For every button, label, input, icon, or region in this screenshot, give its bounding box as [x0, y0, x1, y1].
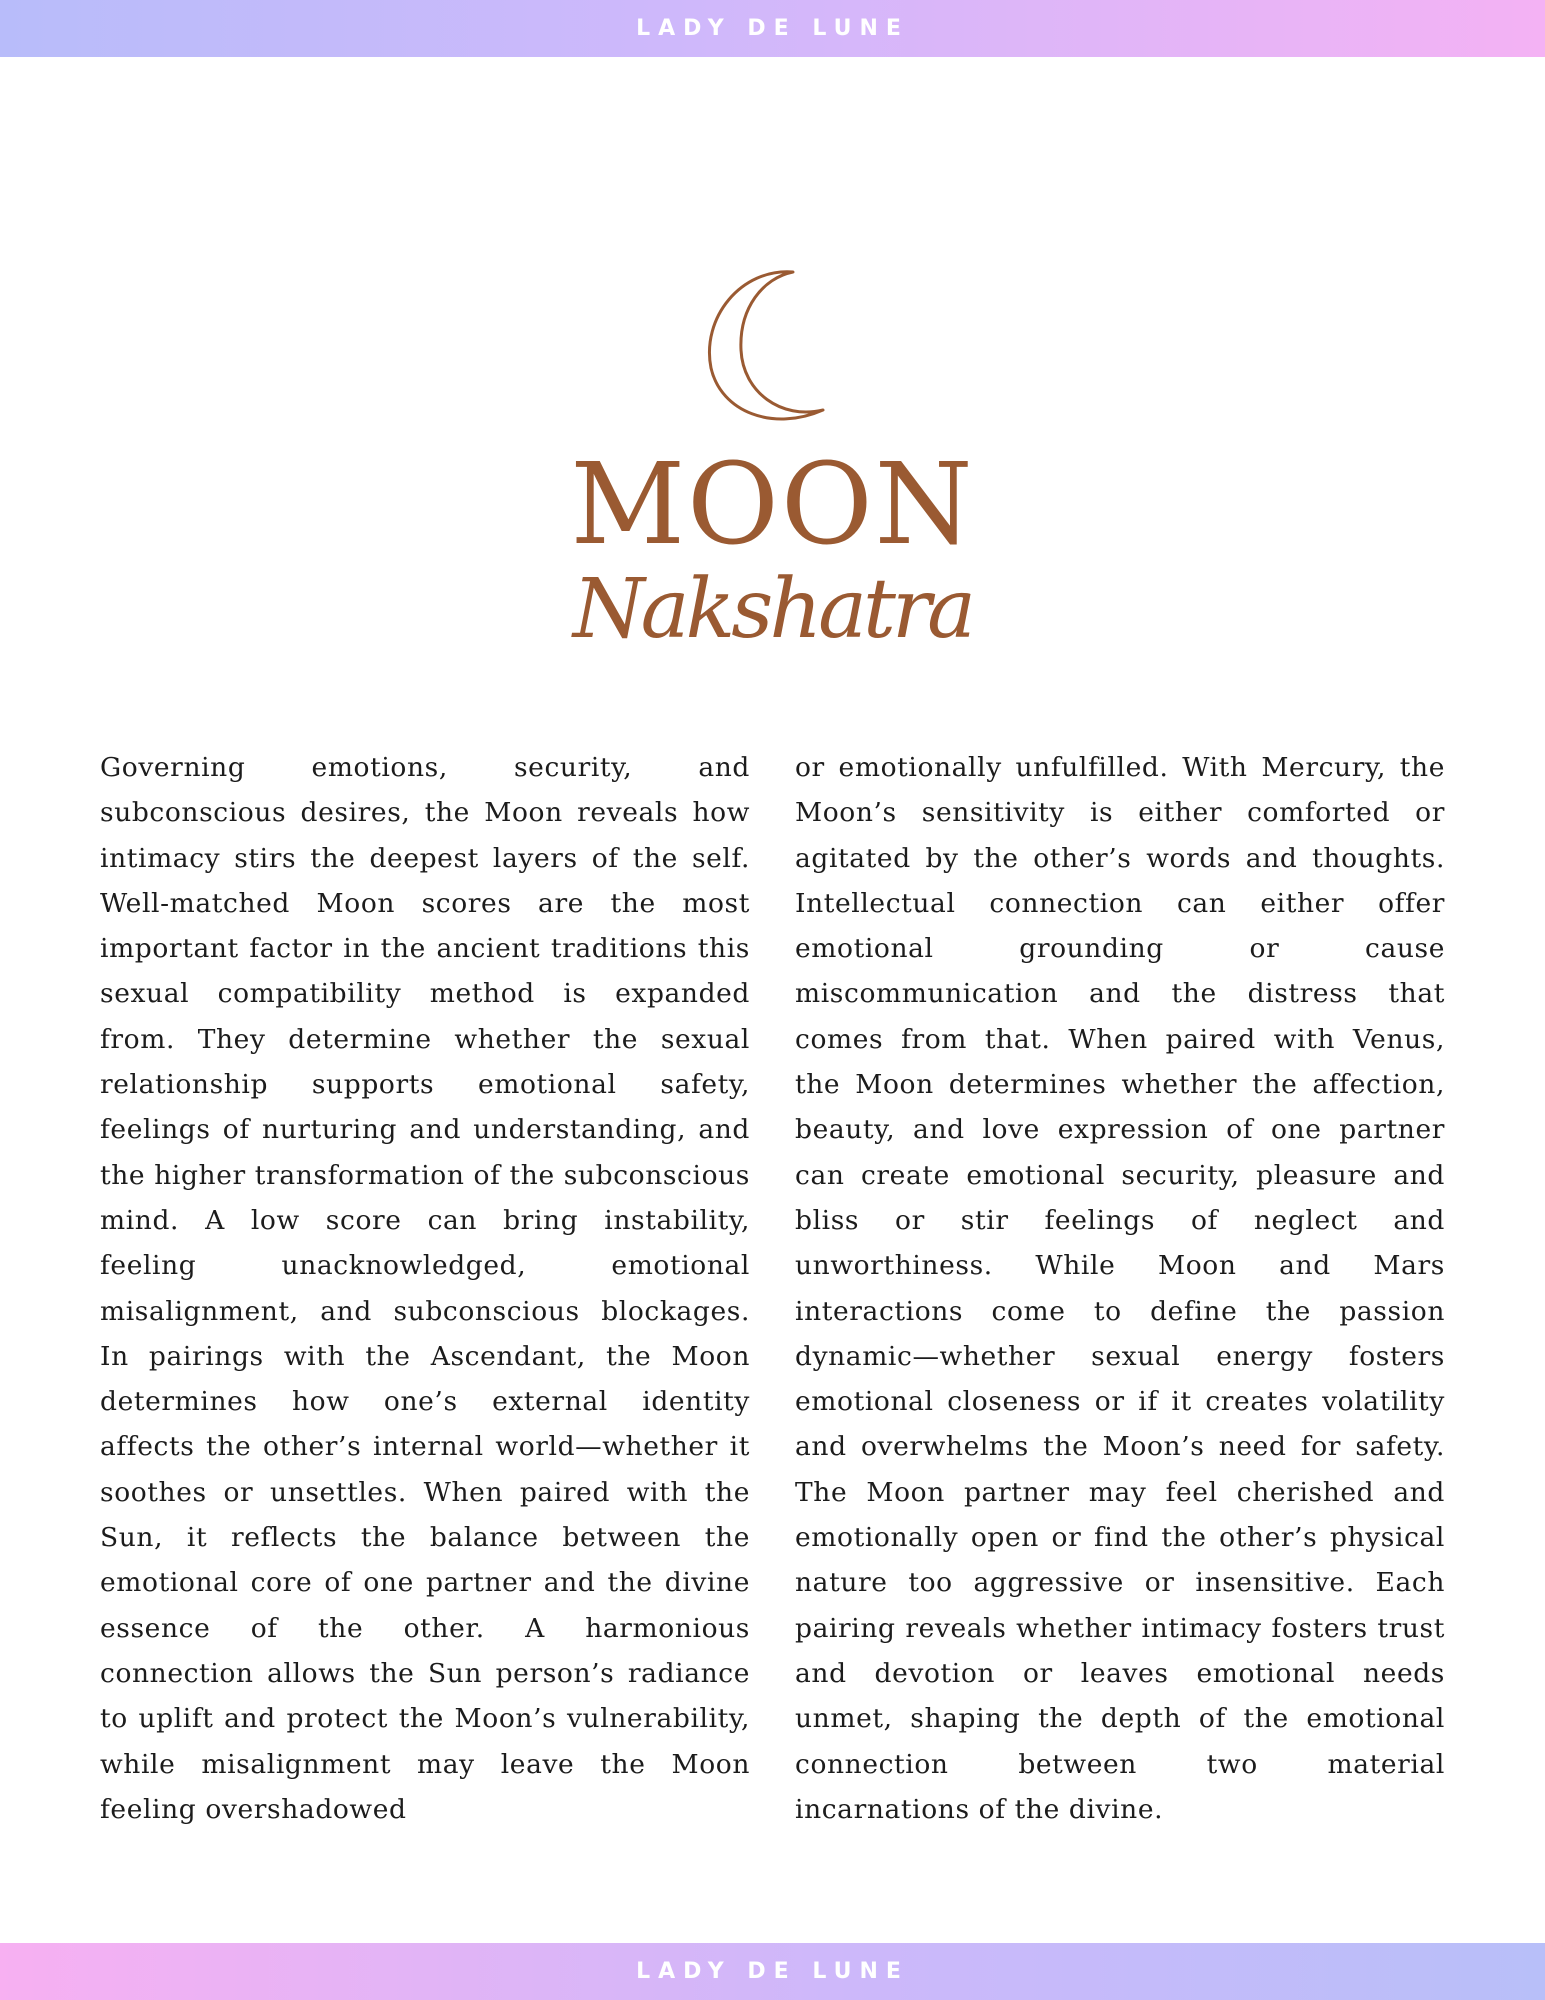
body-column-right: or emotionally unfulfilled. With Mercury, the Moon’s sensitivity is either comforted or agitated by the other’s words and thoughts. Intellectual connection can either offer emotional grounding or cause miscommunication and the distress that comes from that. When paired with Venus, the Moon determines whether the affection, beauty, and love expression of one partner can create emotional security, pleasure and bliss or stir feelings of neglect and unworthiness. While Moon and Mars interactions come to define the passion dynamic—whether sexual energy fosters emotional closeness or if it creates volatility and overwhelms the Moon’s need for safety. The Moon partner may feel cherished and emotionally open or find the other’s physical nature too aggressive or insensitive. Each pairing reveals whether intimacy fosters trust and devotion or leaves emotional needs unmet, shaping the depth of the emotional connection between two material incarnations of the divine. — [795, 752, 1445, 1825]
header-banner — [0, 0, 1545, 57]
crescent-moon-icon — [693, 260, 853, 430]
page-title: MOON — [570, 440, 975, 570]
header-brand: LADY DE LUNE — [636, 16, 909, 41]
body-columns — [100, 745, 1445, 1832]
title-logo — [0, 260, 1545, 660]
page-subtitle: Nakshatra — [572, 562, 973, 657]
body-column-left: Governing emotions, security, and subconscious desires, the Moon reveals how intimacy stirs the deepest layers of the self. Well-matched Moon scores are the most important factor in the ancient traditions this sexual compatibility method is expanded from. They determine whether the sexual relationship supports emotional safety, feelings of nurturing and understanding, and the higher transformation of the subconscious mind. A low score can bring instability, feeling unacknowledged, emotional misalignment, and subconscious blockages. In pairings with the Ascendant, the Moon determines how one’s external identity affects the other’s internal world—whether it soothes or unsettles. When paired with the Sun, it reflects the balance between the emotional core of one partner and the divine essence of the other. A harmonious connection allows the Sun person’s radiance to uplift and protect the Moon’s vulnerability, while misalignment may leave the Moon feeling overshadowed — [100, 752, 750, 1825]
footer-banner — [0, 1943, 1545, 2000]
footer-brand: LADY DE LUNE — [636, 1959, 909, 1984]
